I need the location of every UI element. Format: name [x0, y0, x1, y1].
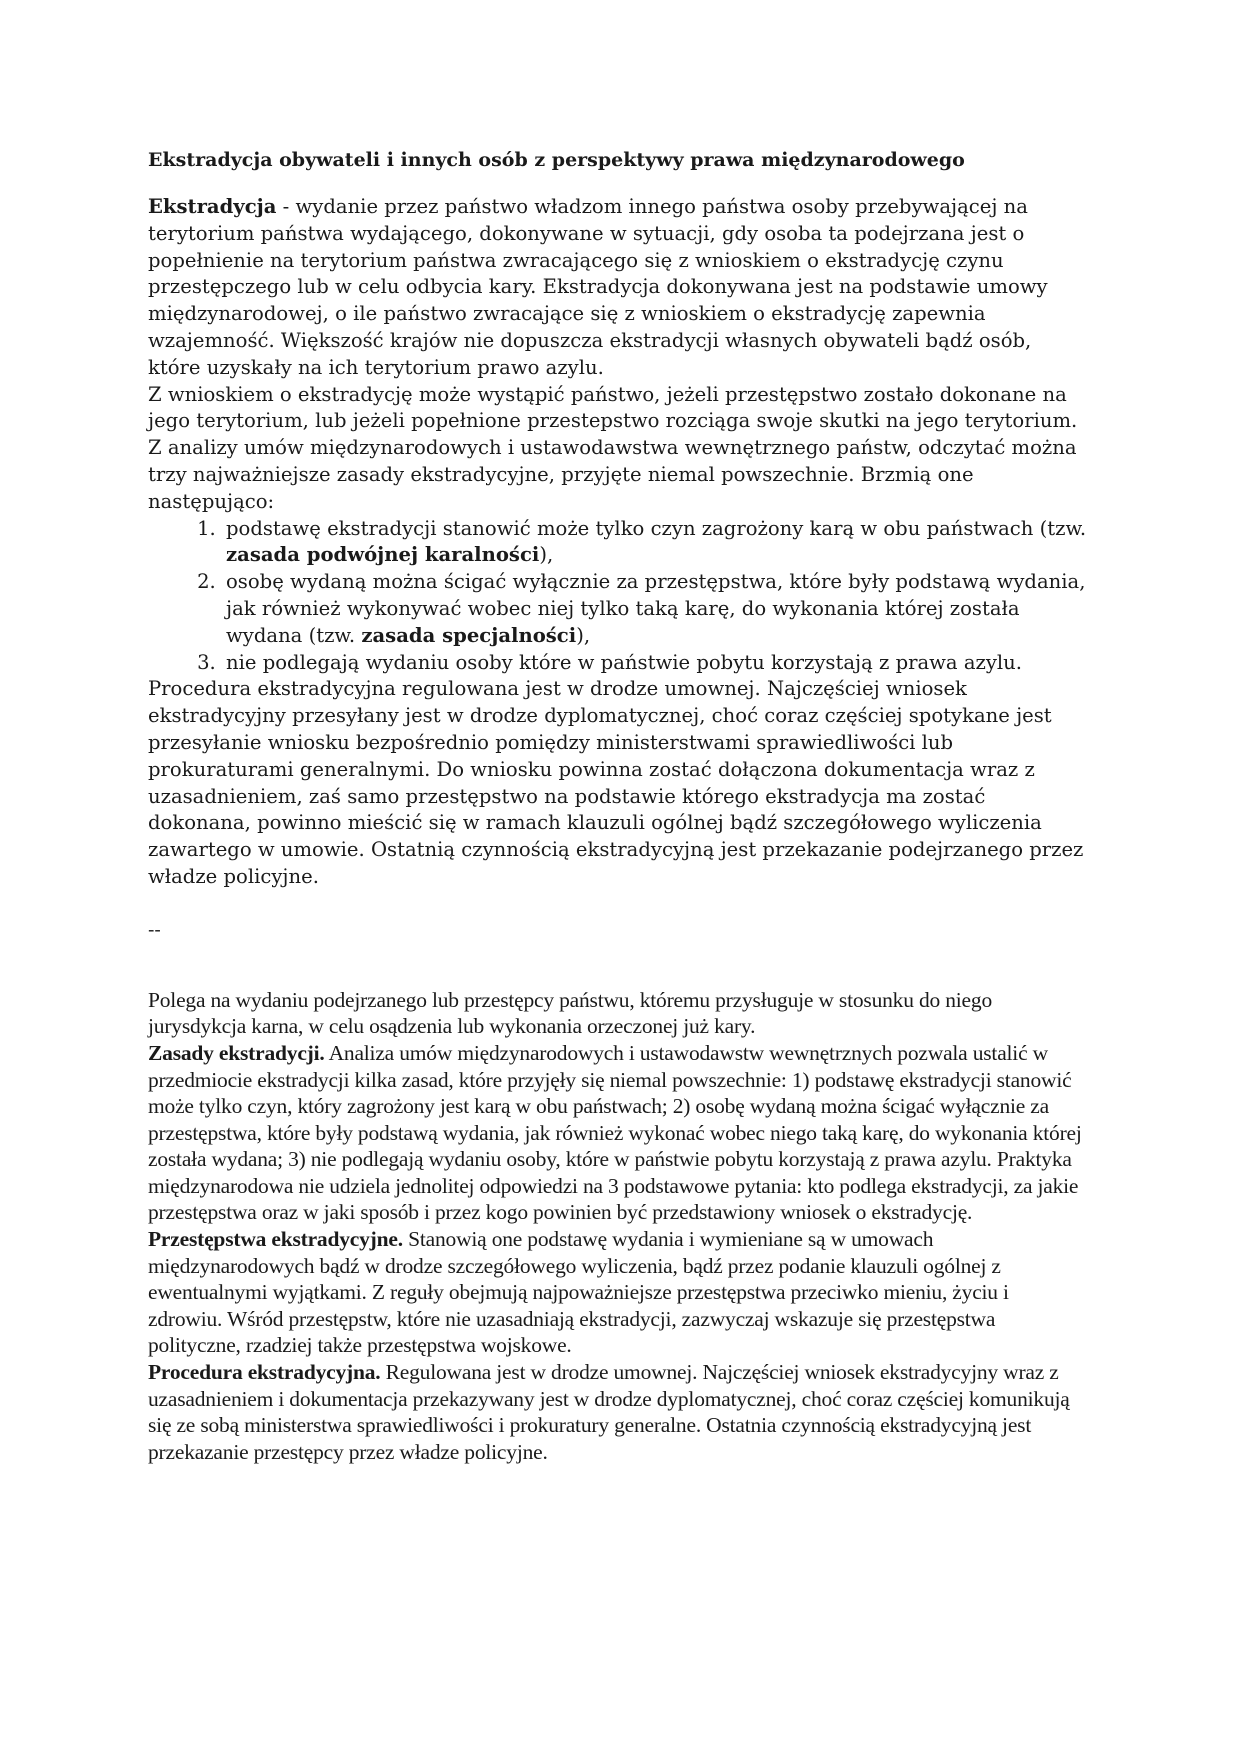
definition-paragraph: Polega na wydaniu podejrzanego lub przestępcy państwu, któremu przysługuje w stosunku do niego jurysdykcja karna, w celu osądzenia lub wykonania orzeczonej już kary.	[148, 987, 992, 1039]
intro-text: - wydanie przez państwo władzom innego państwa osoby przebywającej na terytorium państwa wydającego, dokonywane w sytuacji, gdy osoba ta podejrzana jest o popełnienie na terytorium państwa zwracającego się z wnioskiem o ekstradycję czynu przestępczego lub w celu odbycia kary. Ekstradycja dokonywana jest na podstawie umowy międzynarodowej, o ile państwo zwracające się z wnioskiem o ekstradycję zapewnia wzajemność. Większość krajów nie dopuszcza ekstradycji własnych obywateli bądź osób, które uzyskały na ich terytorium prawo azylu.	[148, 195, 1048, 379]
section-1	[148, 194, 1088, 891]
principles-list	[148, 516, 1088, 677]
section-2	[148, 987, 1088, 1466]
list-item: 3. nie podlegają wydaniu osoby które w państwie pobytu korzystają z prawa azylu.	[222, 650, 1088, 677]
paragraph-procedure: Procedura ekstradycyjna regulowana jest w drodze umownej. Najczęściej wniosek ekstradycyjny przesyłany jest w drodze dyplomatycznej, choć coraz częściej spotykane jest przesyłanie wniosku bezpośrednio pomiędzy ministerstwami sprawiedliwości lub prokuraturami generalnymi. Do wniosku powinna zostać dołączona dokumentacja wraz z uzasadnieniem, zaś samo przestępstwo na podstawie którego ekstradycja ma zostać dokonana, powinno mieścić się w ramach klauzuli ogólnej bądź szczegółowego wyliczenia zawartego w umowie. Ostatnią czynnością ekstradycyjną jest przekazanie podejrzanego przez władze policyjne.	[148, 677, 1084, 888]
procedura-paragraph: Procedura ekstradycyjna. Regulowana jest w drodze umownej. Najczęściej wniosek ekstradycyjny wraz z uzasadnieniem i dokumentacja przekazywany jest w drodze dyplomatycznej, choć coraz częściej komunikują się ze sobą ministerstwa sprawiedliwości i prokuratury generalne. Ostatnia czynnością ekstradycyjną jest przekazanie przestępcy przez władze policyjne.	[148, 1360, 1070, 1464]
principle-term: zasada podwójnej karalności	[226, 543, 540, 567]
separator: --	[148, 918, 161, 941]
principle-term: zasada specjalności	[361, 623, 577, 647]
procedura-term: Procedura ekstradycyjna.	[148, 1360, 381, 1385]
przestepstwa-term: Przestępstwa ekstradycyjne.	[148, 1227, 403, 1252]
paragraph-principles: Z analizy umów międzynarodowych i ustawodawstwa wewnętrznego państw, odczytać można trzy najważniejsze zasady ekstradycyjne, przyjęte niemal powszechnie. Brzmią one następująco:	[148, 436, 1077, 513]
document-page	[148, 146, 1088, 1465]
zasady-paragraph: Zasady ekstradycji. Analiza umów międzynarodowych i ustawodawstw wewnętrznych pozwala ustalić w przedmiocie ekstradycji kilka zasad, które przyjęły się niemal powszechnie: 1) podstawę ekstradycji stanowić może tylko czyn, który zagrożony jest karą w obu państwach; 2) osobę wydaną można ścigać wyłącznie za przestępstwa, które były podstawą wydania, jak również wykonać wobec niego taką karę, do wykonania której została wydana; 3) nie podlegają wydaniu osoby, które w państwie pobytu korzystają z prawa azylu. Praktyka międzynarodowa nie udziela jednolitej odpowiedzi na 3 podstawowe pytania: kto podlega ekstradycji, za jakie przestępstwa oraz w jaki sposób i przez kogo powinien być przedstawiony wniosek o ekstradycję.	[148, 1040, 1082, 1225]
zasady-term: Zasady ekstradycji.	[148, 1040, 325, 1065]
list-item: 2. osobę wydaną można ścigać wyłącznie za przestępstwa, które były podstawą wydania, jak również wykonywać wobec niej tylko taką karę, do wykonania której została wydana (tzw. zasada specjalności),	[222, 569, 1088, 649]
document-title: Ekstradycja obywateli i innych osób z perspektywy prawa międzynarodowego	[148, 149, 965, 171]
list-item: 1. podstawę ekstradycji stanowić może tylko czyn zagrożony karą w obu państwach (tzw. zasada podwójnej karalności),	[222, 516, 1088, 570]
intro-term: Ekstradycja	[148, 195, 277, 218]
przestepstwa-paragraph: Przestępstwa ekstradycyjne. Stanowią one podstawę wydania i wymieniane są w umowach międzynarodowych bądź w drodze szczegółowego wyliczenia, bądź przez podanie klauzuli ogólnej z ewentualnymi wyjątkami. Z reguły obejmują najpoważniejsze przestępstwa przeciwko mieniu, życiu i zdrowiu. Wśród przestępstw, które nie uzasadniają ekstradycji, zazwyczaj wskazuje się przestępstwa polityczne, rzadziej także przestępstwa wojskowe.	[148, 1227, 1009, 1358]
paragraph-request: Z wnioskiem o ekstradycję może wystąpić państwo, jeżeli przestępstwo zostało dokonane na jego terytorium, lub jeżeli popełnione przestepstwo rozciąga swoje skutki na jego terytorium.	[148, 382, 1078, 433]
intro-paragraph	[148, 194, 1088, 382]
